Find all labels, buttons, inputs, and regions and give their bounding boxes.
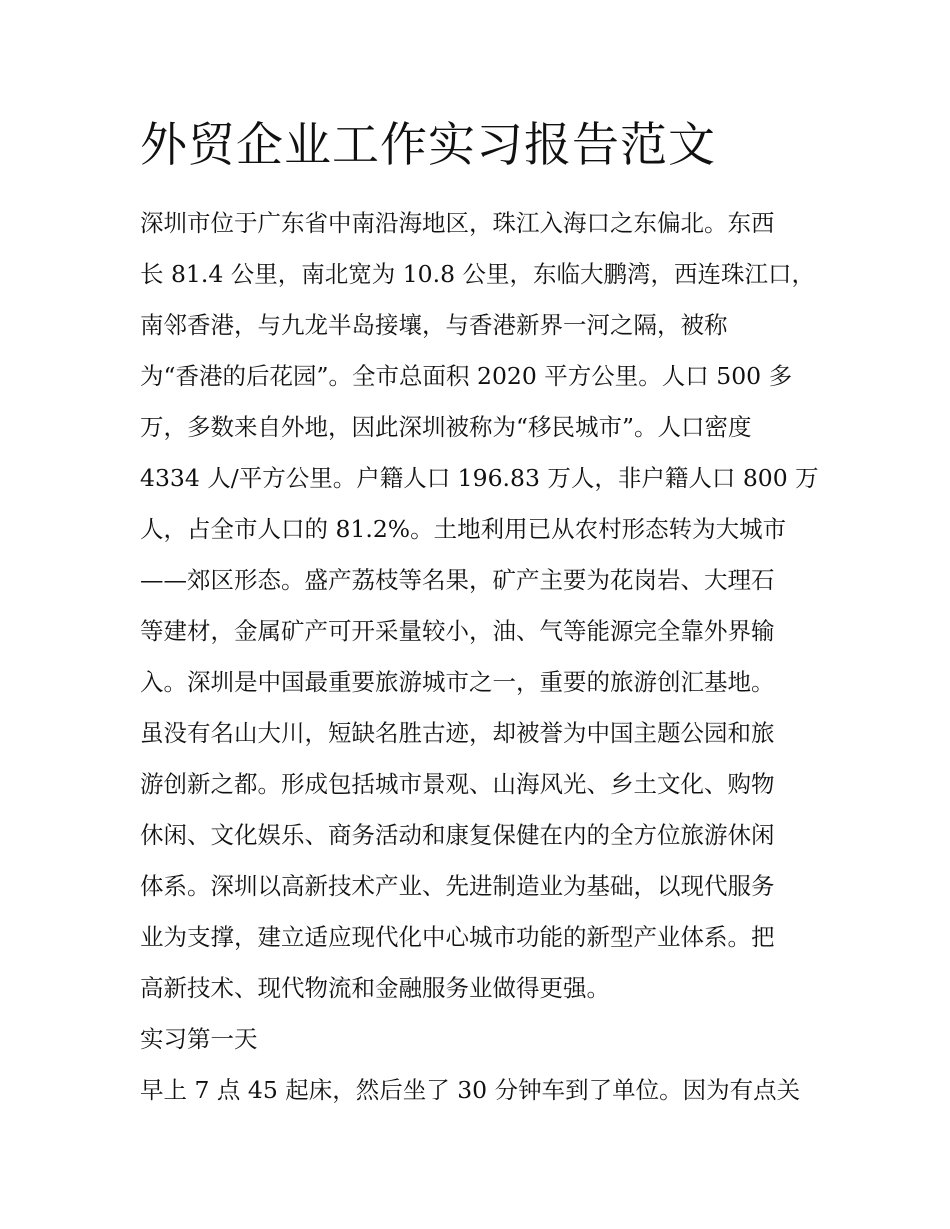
document-title: 外贸企业工作实习报告范文 — [140, 118, 716, 173]
body-line: ——郊区形态。盛产荔枝等名果，矿产主要为花岗岩、大理石 — [140, 566, 775, 594]
body-line: 高新技术、现代物流和金融服务业做得更强。 — [140, 974, 610, 1002]
body-line: 长 81.4 公里，南北宽为 10.8 公里，东临大鹏湾，西连珠江口， — [140, 260, 816, 288]
body-line: 万，多数来自外地，因此深圳被称为“移民城市”。人口密度 — [140, 413, 752, 441]
body-line: 为“香港的后花园”。全市总面积 2020 平方公里。人口 500 多 — [140, 362, 793, 390]
body-line: 休闲、文化娱乐、商务活动和康复保健在内的全方位旅游休闲 — [140, 821, 775, 849]
section-heading: 实习第一天 — [140, 1025, 258, 1053]
body-line: 人，占全市人口的 81.2%。土地利用已从农村形态转为大城市 — [140, 515, 787, 543]
body-line: 体系。深圳以高新技术产业、先进制造业为基础，以现代服务 — [140, 872, 775, 900]
body-line: 4334 人/平方公里。户籍人口 196.83 万人，非户籍人口 800 万 — [140, 464, 819, 492]
body-line: 等建材，金属矿产可开采量较小，油、气等能源完全靠外界输 — [140, 617, 775, 645]
body-line: 南邻香港，与九龙半岛接壤，与香港新界一河之隔，被称 — [140, 311, 728, 339]
body-line: 业为支撑，建立适应现代化中心城市功能的新型产业体系。把 — [140, 923, 775, 951]
body-line: 早上 7 点 45 起床，然后坐了 30 分钟车到了单位。因为有点关 — [140, 1076, 801, 1104]
body-line: 深圳市位于广东省中南沿海地区，珠江入海口之东偏北。东西 — [140, 209, 775, 237]
body-line: 游创新之都。形成包括城市景观、山海风光、乡土文化、购物 — [140, 770, 775, 798]
body-line: 入。深圳是中国最重要旅游城市之一，重要的旅游创汇基地。 — [140, 668, 775, 696]
body-line: 虽没有名山大川，短缺名胜古迹，却被誉为中国主题公园和旅 — [140, 719, 775, 747]
